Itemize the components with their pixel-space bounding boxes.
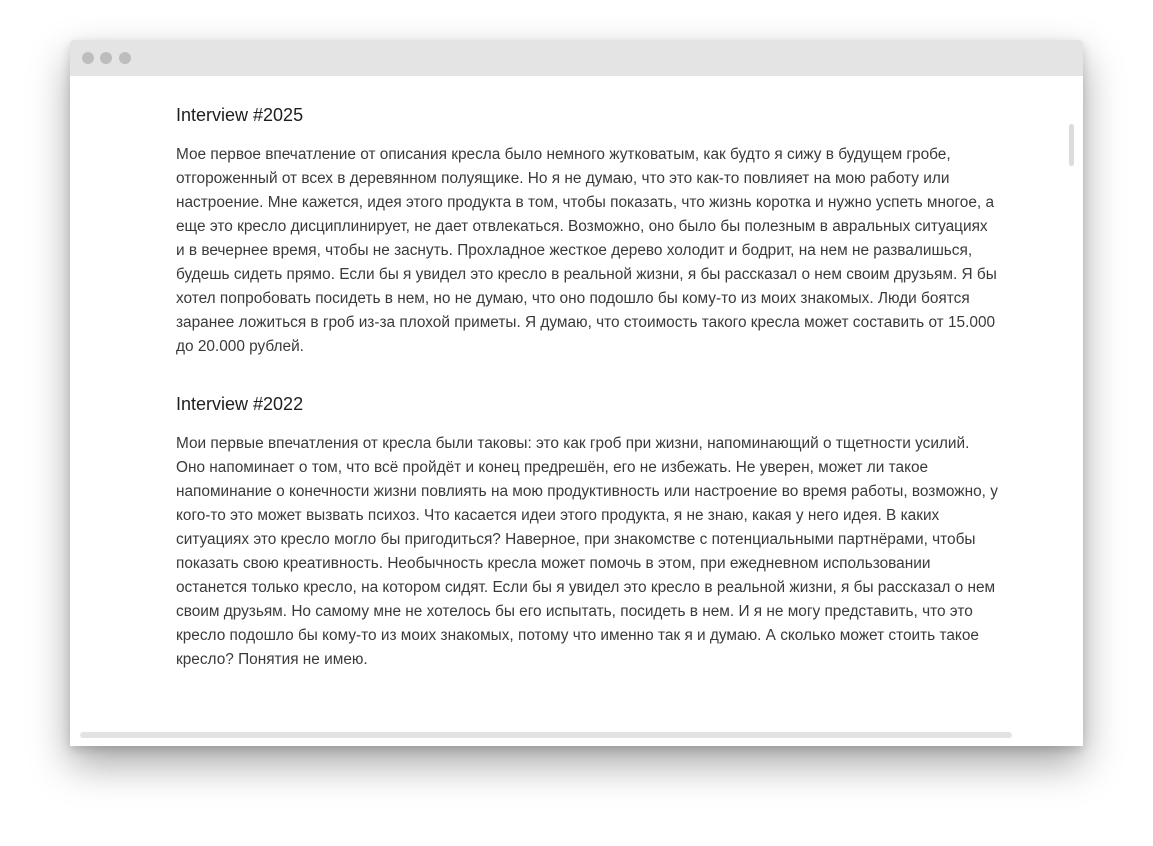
window-maximize-dot[interactable] xyxy=(119,52,131,64)
horizontal-scrollbar[interactable] xyxy=(80,732,1012,738)
window-titlebar xyxy=(70,40,1083,76)
vertical-scrollbar[interactable] xyxy=(1069,124,1074,166)
interview-text: Мое первое впечатление от описания кресла было немного жутковатым, как будто я сижу в будущем гробе, отгороженный от всех в деревянном полуящике. Но я не думаю, что это как-то повлияет на мою работу или настроение. Мне кажется, идея этого продукта в том, чтобы показать, что жизнь коротка и нужно успеть многое, а еще это кресло дисциплинирует, не дает отвлекаться. Возможно, оно было бы полезным в авральных ситуациях и в вечернее время, чтобы не заснуть. Прохладное жесткое дерево холодит и бодрит, на нем не развалишься, будешь сидеть прямо. Если бы я увидел это кресло в реальной жизни, я бы рассказал о нем своим друзьям. Я бы хотел попробовать посидеть в нем, но не думаю, что оно подошло бы кому-то из моих знакомых. Люди боятся заранее ложиться в гроб из-за плохой приметы. Я думаю, что стоимость такого кресла может составить от 15.000 до 20.000 рублей. xyxy=(176,146,997,355)
interview-text: Мои первые впечатления от кресла были таковы: это как гроб при жизни, напоминающий о тщетности усилий. Оно напоминает о том, что всё пройдёт и конец предрешён, его не избежать. Не уверен, может ли такое напоминание о конечности жизни повлиять на мою продуктивность или настроение во время работы, возможно, у кого-то это может вызвать психоз. Что касается идеи этого продукта, я не знаю, какая у него идея. В каких ситуациях это кресло могло бы пригодиться? Наверное, при знакомстве с потенциальными партнёрами, чтобы показать свою креативность. Необычность кресла может помочь в этом, при ежедневном использовании останется только кресло, на котором сидят. Если бы я увидел это кресло в реальной жизни, я бы рассказал о нем своим друзьям. Но самому мне не хотелось бы его испытать, посидеть в нем. И я не могу представить, что это кресло подошло бы кому-то из моих знакомых, потому что именно так я и думаю. А сколько может стоить такое кресло? Понятия не имею. xyxy=(176,435,998,668)
window-minimize-dot[interactable] xyxy=(100,52,112,64)
interview-heading: Interview #2025 xyxy=(176,105,304,125)
interview-heading: Interview #2022 xyxy=(176,394,304,414)
browser-window xyxy=(70,40,1083,746)
window-close-dot[interactable] xyxy=(82,52,94,64)
interviews-content xyxy=(176,76,998,672)
